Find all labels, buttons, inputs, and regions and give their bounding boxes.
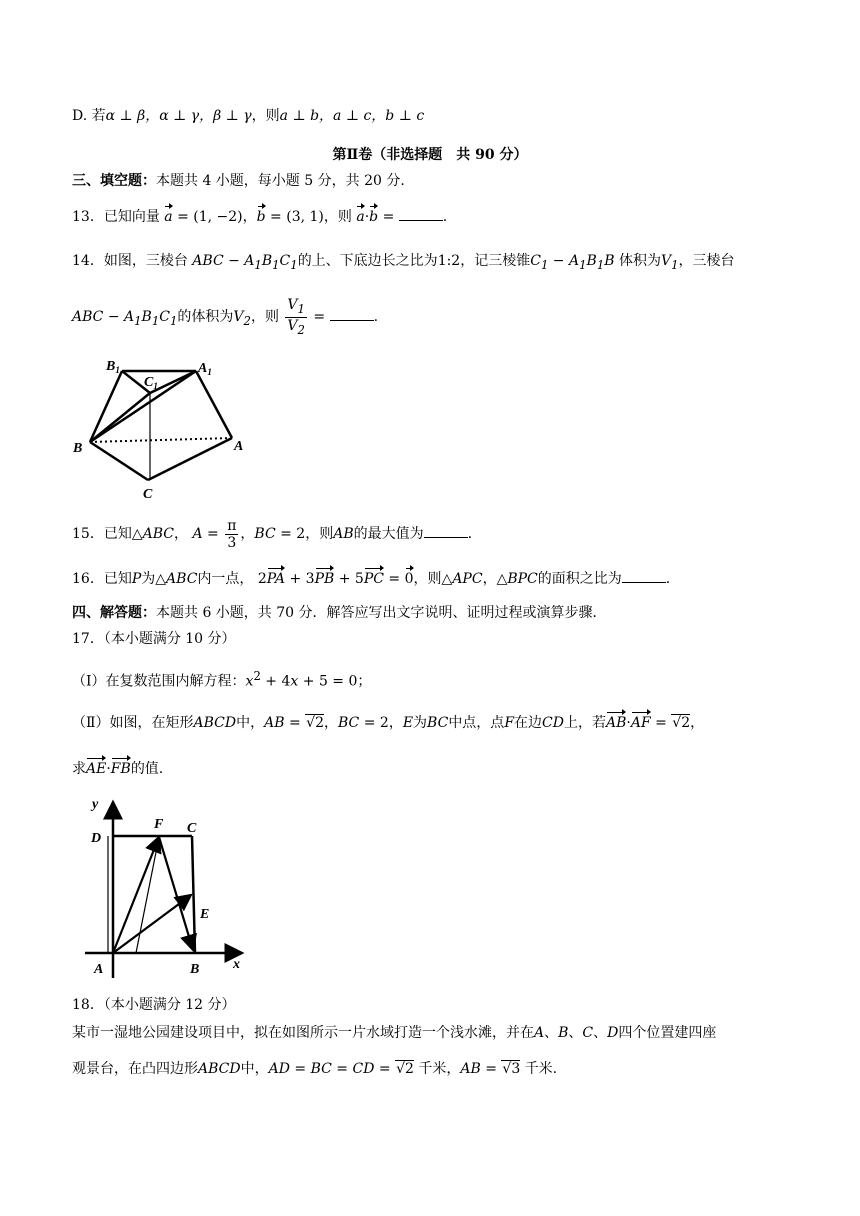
question-16: 16．已知P为△ABC内一点， 2PA + 3PB + 5PC = 0，则△APC，△BPC的面积之比为 . [72,568,670,589]
label-E: E [200,907,210,922]
frustum-figure [70,355,250,505]
answer-blank[interactable] [399,206,443,221]
answer-blank[interactable] [330,306,374,321]
label-B1: $B_1$ [106,359,120,375]
pi-over-3: $\frac{\pi}{3}$ [227,517,237,551]
label-D: D [91,831,102,846]
part2-title: 第Ⅱ卷（非选择题 共 90 分） [332,147,528,163]
question-17-part2: （Ⅱ）如图，在矩形ABCD中，AB = √2，BC = 2，E为BC中点，点F在边CD上，若AB·AF = √2， [72,715,705,731]
question-17-title: 17．（本小题满分 10 分） [72,631,236,647]
question-18-line1: 某市一湿地公园建设项目中，拟在如图所示一片水域打造一个浅水滩，并在A、B、C、D四个位置建四座 [72,1025,717,1041]
question-14-line1: 14．如图，三棱台 ABC − $A_1B_1C_1$的上、下底边长之比为1:2，记三棱锥$C_1 - A_1B_1B$ 体积为$V_1$，三棱台 [72,253,735,272]
label-B: B [73,441,83,456]
question-18-title: 18．（本小题满分 12 分） [72,997,236,1013]
question-17-part2-ask: 求AE·FB的值. [72,761,164,777]
question-13: 13．已知向量 a = (1, −2)，b = (3, 1)，则 a·b = . [72,206,447,227]
option-d-condition: α ⊥ β，α ⊥ γ，β ⊥ γ [105,108,252,124]
option-d-result: a ⊥ b，a ⊥ c，b ⊥ c [279,108,425,124]
answer-blank[interactable] [424,523,468,538]
label-x: x [233,957,240,972]
option-d: D. 若α ⊥ β，α ⊥ γ，β ⊥ γ，则a ⊥ b，a ⊥ c，b ⊥ c [72,108,425,124]
label-C1: $C_1$ [144,375,158,391]
label-F: F [154,817,164,832]
label-C: C [143,487,153,502]
rectangle-vector-figure [80,790,270,980]
question-18-line2: 观景台，在凸四边形ABCD中，AD = BC = CD = √2 千米，AB = √3 千米. [72,1061,558,1077]
label-A: A [94,962,104,977]
label-y: y [92,797,99,812]
question-15: 15．已知△ABC， A = $\frac{\pi}{3}$ ，BC = 2，则AB的最大值为 . [72,517,473,551]
question-14-line2: ABC − $A_1B_1C_1$的体积为$V_2$，则 $\frac{V_1}{V_2}$ = . [72,296,379,337]
section4-heading: 四、解答题：本题共 6 小题，共 70 分．解答应写出文字说明、证明过程或演算步骤． [72,605,607,621]
label-C: C [187,821,197,836]
section3-heading: 三、填空题：本题共 4 小题，每小题 5 分，共 20 分. [72,173,405,189]
v1-over-v2: $\frac{V_1}{V_2}$ [287,296,305,337]
question-17-part1: （Ⅰ）在复数范围内解方程：$x^2 + 4x + 5 = 0$； [72,669,372,690]
label-A1: $A_1$ [198,361,212,377]
label-B: B [190,962,200,977]
answer-blank[interactable] [622,568,666,583]
label-A: A [234,439,244,454]
